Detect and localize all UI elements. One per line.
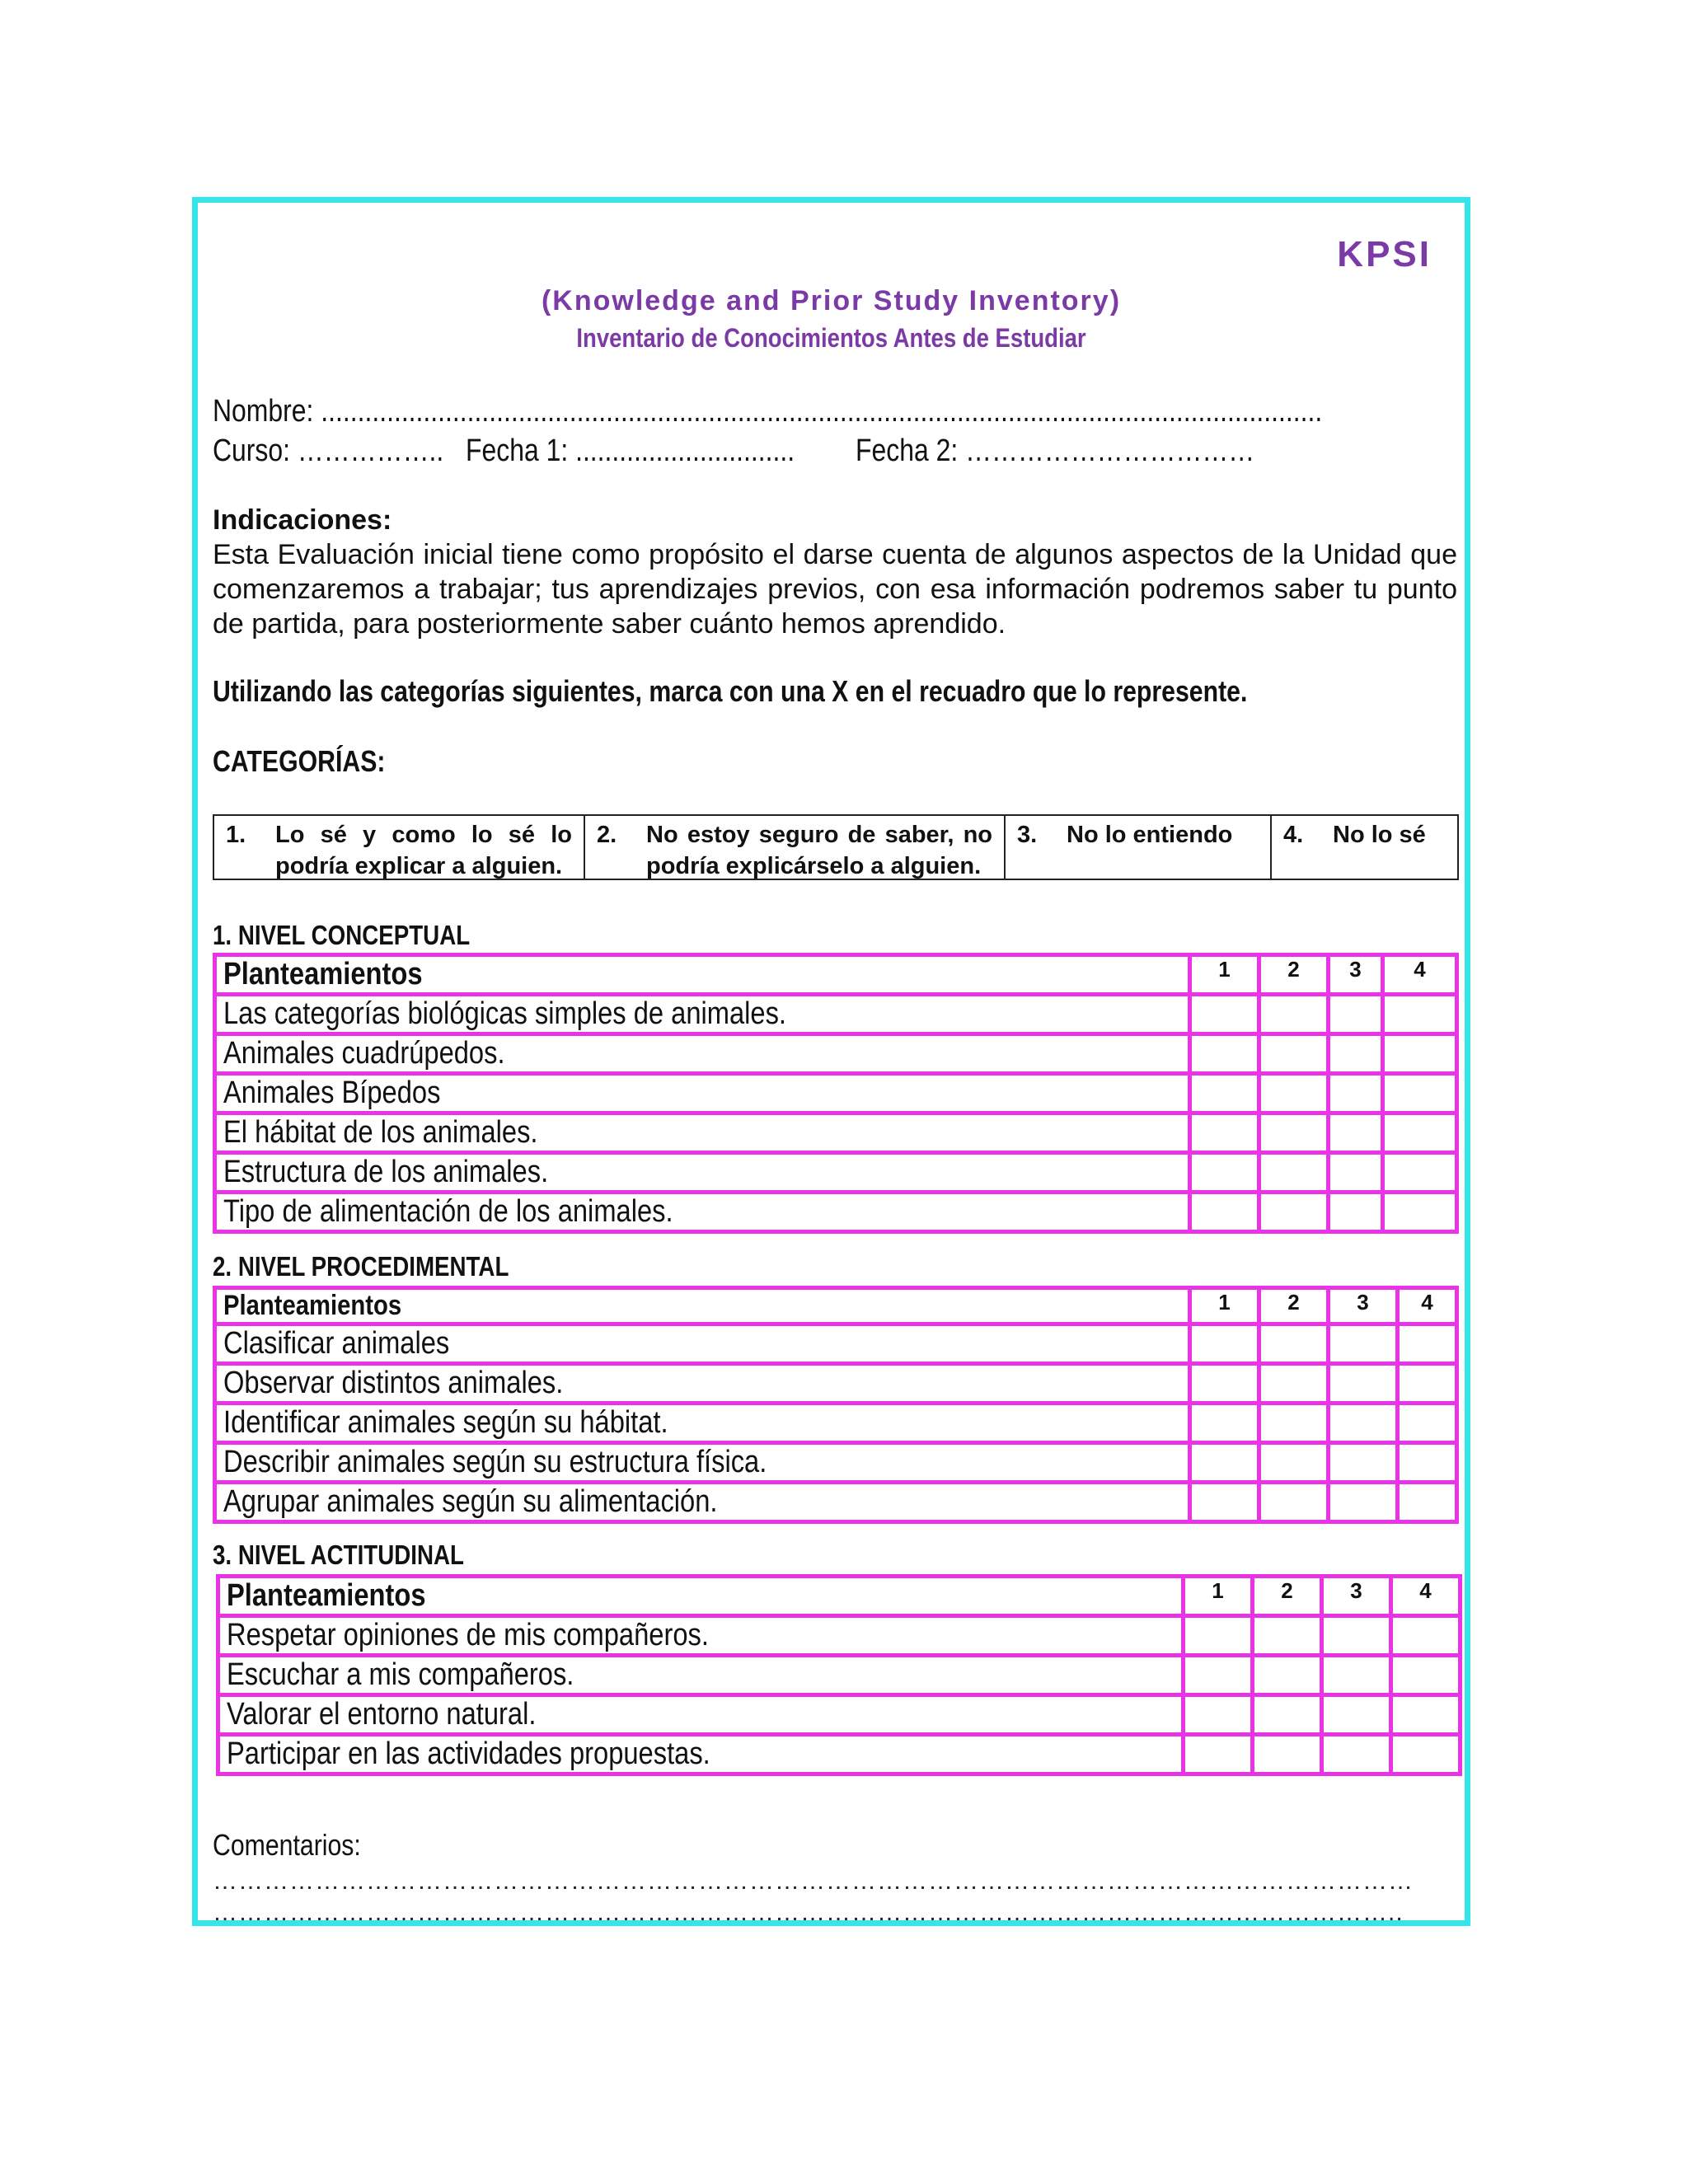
statement-cell: Participar en las actividades propuestas.	[218, 1735, 1184, 1774]
answer-cell-4[interactable]	[1391, 1735, 1461, 1774]
answer-cell-2[interactable]	[1259, 1193, 1329, 1232]
answer-cell-2[interactable]	[1259, 1153, 1329, 1193]
answer-cell-4[interactable]	[1383, 1074, 1457, 1113]
table-row	[215, 1404, 1457, 1443]
statement-cell: Animales cuadrúpedos.	[215, 1034, 1190, 1074]
category-text: No lo sé	[1333, 822, 1426, 848]
fecha1-field[interactable]: Fecha 1: ..............................	[466, 434, 795, 468]
column-2-header: 2	[1253, 1577, 1322, 1616]
answer-cell-2[interactable]	[1259, 1404, 1329, 1443]
indicaciones-text: Esta Evaluación inicial tiene como propósito el darse cuenta de algunos aspectos de la Unidad que comenzaremos a trabajar; tus aprendizajes previos, con esa información podremos saber tu punto de partida, para posteriormente saber cuánto hemos aprendido.	[213, 539, 1457, 640]
category-4	[1272, 816, 1457, 879]
column-2-header: 2	[1259, 1288, 1329, 1324]
category-text: No lo entiendo	[1067, 822, 1233, 848]
answer-cell-3[interactable]	[1329, 1113, 1383, 1153]
header-planteamientos: Planteamientos	[218, 1577, 1184, 1616]
answer-cell-3[interactable]	[1329, 1074, 1383, 1113]
answer-cell-4[interactable]	[1383, 1113, 1457, 1153]
answer-cell-3[interactable]	[1329, 1034, 1383, 1074]
statement-cell: Observar distintos animales.	[215, 1364, 1190, 1404]
statement-cell: Tipo de alimentación de los animales.	[215, 1193, 1190, 1232]
answer-cell-3[interactable]	[1329, 1193, 1383, 1232]
answer-cell-4[interactable]	[1398, 1404, 1457, 1443]
answer-cell-4[interactable]	[1383, 1193, 1457, 1232]
answer-cell-4[interactable]	[1398, 1443, 1457, 1483]
column-4-header: 4	[1383, 955, 1457, 995]
table-header-row	[215, 1288, 1457, 1324]
answer-cell-2[interactable]	[1259, 1364, 1329, 1404]
answer-cell-4[interactable]	[1383, 995, 1457, 1034]
statement-cell: Animales Bípedos	[215, 1074, 1190, 1113]
category-text: No estoy seguro de saber, no podría explicárselo a alguien.	[646, 822, 992, 879]
column-4-header: 4	[1391, 1577, 1461, 1616]
curso-field[interactable]: Curso: ……………..	[213, 434, 444, 468]
column-3-header: 3	[1329, 1288, 1398, 1324]
statement-cell: Agrupar animales según su alimentación.	[215, 1483, 1190, 1522]
nombre-field[interactable]: Nombre: .........................................................................................................................................	[213, 394, 1323, 429]
table-row	[215, 1443, 1457, 1483]
table-conceptual	[213, 953, 1459, 1234]
table-row	[215, 1193, 1457, 1232]
category-number: 2.	[597, 822, 617, 848]
statement-cell: Respetar opiniones de mis compañeros.	[218, 1616, 1184, 1656]
statement-cell: Clasificar animales	[215, 1324, 1190, 1364]
table-row	[215, 1153, 1457, 1193]
form-title-english: (Knowledge and Prior Study Inventory)	[541, 285, 1122, 316]
statement-cell: Escuchar a mis compañeros.	[218, 1656, 1184, 1695]
answer-cell-1[interactable]	[1190, 1483, 1259, 1522]
answer-cell-2[interactable]	[1259, 1483, 1329, 1522]
comentarios-line-2[interactable]: …………………………………………………………………………………………………………………………..	[213, 1899, 1404, 1926]
categorias-label: CATEGORÍAS:	[213, 744, 386, 778]
answer-cell-1[interactable]	[1184, 1656, 1253, 1695]
header-planteamientos: Planteamientos	[215, 1288, 1190, 1324]
answer-cell-2[interactable]	[1259, 1034, 1329, 1074]
answer-cell-3[interactable]	[1329, 1364, 1398, 1404]
answer-cell-3[interactable]	[1322, 1616, 1391, 1656]
answer-cell-4[interactable]	[1398, 1483, 1457, 1522]
table-row	[218, 1695, 1461, 1735]
answer-cell-1[interactable]	[1190, 1034, 1259, 1074]
column-2-header: 2	[1259, 955, 1329, 995]
answer-cell-2[interactable]	[1253, 1616, 1322, 1656]
column-4-header: 4	[1398, 1288, 1457, 1324]
answer-cell-1[interactable]	[1190, 1364, 1259, 1404]
table-row	[218, 1616, 1461, 1656]
answer-cell-2[interactable]	[1259, 1443, 1329, 1483]
category-number: 4.	[1283, 822, 1304, 848]
indicaciones-block	[213, 503, 1457, 641]
answer-cell-3[interactable]	[1322, 1695, 1391, 1735]
answer-cell-1[interactable]	[1184, 1695, 1253, 1735]
statement-cell: Las categorías biológicas simples de animales.	[215, 995, 1190, 1034]
statement-cell: Identificar animales según su hábitat.	[215, 1404, 1190, 1443]
answer-cell-4[interactable]	[1383, 1034, 1457, 1074]
statement-cell: Describir animales según su estructura física.	[215, 1443, 1190, 1483]
category-1	[214, 816, 585, 879]
answer-cell-2[interactable]	[1253, 1735, 1322, 1774]
answer-cell-1[interactable]	[1190, 995, 1259, 1034]
table-header-row	[215, 955, 1457, 995]
category-text: Lo sé y como lo sé lo podría explicar a alguien.	[275, 822, 572, 879]
header-planteamientos: Planteamientos	[215, 955, 1190, 995]
column-1-header: 1	[1190, 1288, 1259, 1324]
fecha2-field[interactable]: Fecha 2: ……………………………	[856, 434, 1255, 468]
table-row	[215, 1483, 1457, 1522]
answer-cell-3[interactable]	[1329, 1404, 1398, 1443]
categories-box	[213, 814, 1459, 880]
answer-cell-3[interactable]	[1322, 1735, 1391, 1774]
section-title-actitudinal: 3. NIVEL ACTITUDINAL	[213, 1540, 464, 1570]
instruction-text: Utilizando las categorías siguientes, marca con una X en el recuadro que lo represente.	[213, 674, 1248, 708]
table-row	[218, 1735, 1461, 1774]
statement-cell: Estructura de los animales.	[215, 1153, 1190, 1193]
answer-cell-4[interactable]	[1383, 1153, 1457, 1193]
answer-cell-1[interactable]	[1184, 1735, 1253, 1774]
table-row	[215, 1324, 1457, 1364]
answer-cell-2[interactable]	[1259, 1324, 1329, 1364]
answer-cell-1[interactable]	[1190, 1153, 1259, 1193]
answer-cell-2[interactable]	[1259, 995, 1329, 1034]
answer-cell-4[interactable]	[1391, 1695, 1461, 1735]
answer-cell-1[interactable]	[1190, 1113, 1259, 1153]
answer-cell-1[interactable]	[1184, 1616, 1253, 1656]
answer-cell-3[interactable]	[1329, 995, 1383, 1034]
table-row	[215, 1113, 1457, 1153]
table-row	[215, 1034, 1457, 1074]
category-number: 1.	[226, 822, 246, 848]
table-row	[218, 1656, 1461, 1695]
statement-cell: El hábitat de los animales.	[215, 1113, 1190, 1153]
category-number: 3.	[1017, 822, 1038, 848]
answer-cell-3[interactable]	[1329, 1443, 1398, 1483]
section-title-conceptual: 1. NIVEL CONCEPTUAL	[213, 920, 471, 950]
table-header-row	[218, 1577, 1461, 1616]
answer-cell-4[interactable]	[1391, 1656, 1461, 1695]
table-row	[215, 1364, 1457, 1404]
statement-cell: Valorar el entorno natural.	[218, 1695, 1184, 1735]
form-title-spanish: Inventario de Conocimientos Antes de Estudiar	[576, 323, 1086, 353]
table-procedimental	[213, 1286, 1459, 1524]
comentarios-line-1[interactable]: ……………………………………………………………………………………………………………………………	[213, 1868, 1414, 1895]
answer-cell-1[interactable]	[1190, 1193, 1259, 1232]
answer-cell-2[interactable]	[1259, 1074, 1329, 1113]
column-1-header: 1	[1190, 955, 1259, 995]
answer-cell-1[interactable]	[1190, 1074, 1259, 1113]
answer-cell-4[interactable]	[1398, 1324, 1457, 1364]
column-3-header: 3	[1329, 955, 1383, 995]
column-1-header: 1	[1184, 1577, 1253, 1616]
answer-cell-3[interactable]	[1322, 1656, 1391, 1695]
form-code: KPSI	[1337, 234, 1432, 274]
category-3	[1006, 816, 1272, 879]
answer-cell-1[interactable]	[1190, 1404, 1259, 1443]
kpsi-form	[192, 197, 1470, 1926]
answer-cell-4[interactable]	[1391, 1616, 1461, 1656]
answer-cell-3[interactable]	[1329, 1483, 1398, 1522]
answer-cell-2[interactable]	[1253, 1695, 1322, 1735]
answer-cell-1[interactable]	[1190, 1443, 1259, 1483]
table-row	[215, 995, 1457, 1034]
answer-cell-4[interactable]	[1398, 1364, 1457, 1404]
answer-cell-3[interactable]	[1329, 1324, 1398, 1364]
answer-cell-1[interactable]	[1190, 1324, 1259, 1364]
indicaciones-label: Indicaciones:	[213, 504, 392, 536]
section-title-procedimental: 2. NIVEL PROCEDIMENTAL	[213, 1251, 509, 1282]
comentarios-label: Comentarios:	[213, 1828, 361, 1862]
table-actitudinal	[216, 1574, 1462, 1776]
answer-cell-3[interactable]	[1329, 1153, 1383, 1193]
category-2	[585, 816, 1006, 879]
column-3-header: 3	[1322, 1577, 1391, 1616]
table-row	[215, 1074, 1457, 1113]
answer-cell-2[interactable]	[1259, 1113, 1329, 1153]
answer-cell-2[interactable]	[1253, 1656, 1322, 1695]
